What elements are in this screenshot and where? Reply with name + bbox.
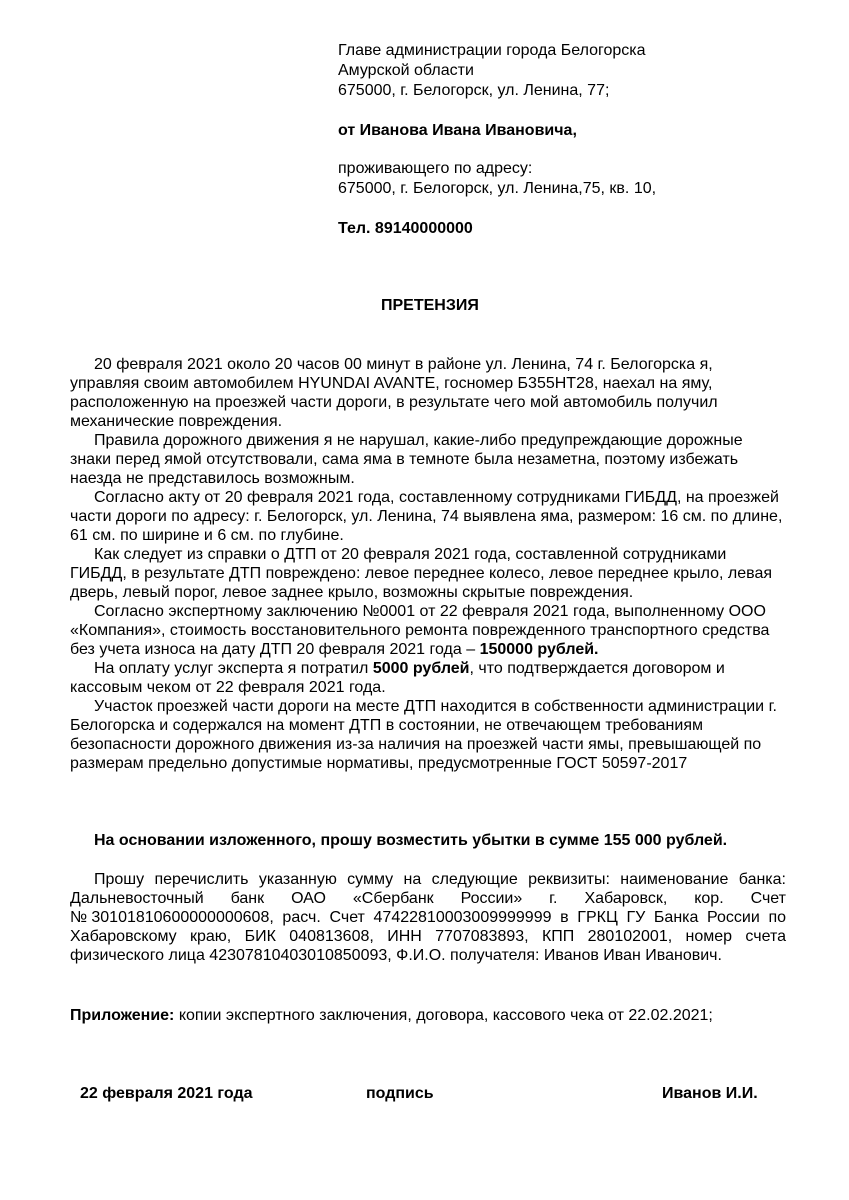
recipient-line-2: Амурской области [338, 62, 474, 79]
sender-residing-label: проживающего по адресу: [338, 160, 533, 177]
expert-text: Согласно экспертному заключению №0001 от 22 февраля 2021 года, выполненному ООО «Компания», стоимость восстановительного ремонта поврежденного транспортного средства без учета износа на дату ДТП 20 февраля 2021 года – [70, 603, 770, 658]
paragraph-incident: 20 февраля 2021 около 20 часов 00 минут в районе ул. Ленина, 74 г. Белогорска я, управляя своим автомобилем HYUNDAI AVANTE, госномер Б355НТ28, наехал на яму, расположенную на проезжей части дороги, в результате чего мой автомобиль получил механические повреждения. [70, 356, 718, 430]
document-title: ПРЕТЕНЗИЯ [381, 297, 479, 314]
attachment-text: копии экспертного заключения, договора, кассового чека от 22.02.2021; [174, 1007, 713, 1024]
bank-requisites [70, 870, 786, 965]
signature-date: 22 февраля 2021 года [80, 1085, 253, 1102]
sender-address: 675000, г. Белогорск, ул. Ленина,75, кв. 10, [338, 180, 657, 197]
paragraph-act: Согласно акту от 20 февраля 2021 года, составленному сотрудниками ГИБДД, на проезжей части дороги по адресу: г. Белогорск, ул. Ленина, 74 выявлена яма, размером: 16 см. по длине, 61 см. по ширине и 6 см. по глубине. [70, 489, 783, 544]
demand-text: На основании изложенного, прошу возместить убытки в сумме 155 000 рублей. [94, 832, 728, 849]
attachment-label: Приложение: [70, 1007, 175, 1024]
expert-fee-text-2: , что подтверждается договором и кассовым чеком от 22 февраля 2021 года. [70, 660, 725, 696]
attachment-line [70, 1006, 713, 1025]
paragraph-certificate: Как следует из справки о ДТП от 20 февраля 2021 года, составленной сотрудниками ГИБДД, в результате ДТП повреждено: левое переднее колесо, левое переднее крыло, левая дверь, левый порог, левое заднее крыло, возможны скрытые повреждения. [70, 546, 773, 601]
paragraph-expert-conclusion [70, 602, 786, 659]
paragraph-road-ownership: Участок проезжей части дороги на месте ДТП находится в собственности администрации г. Белогорска и содержался на момент ДТП в состоянии, не отвечающем требованиям безопасности дорожного движения из-за наличия на проезжей части ямы, превышающей по размерам предельно допустимые нормативы, предусмотренные ГОСТ 50597-2017 [70, 698, 777, 772]
sender-phone: Тел. 89140000000 [338, 220, 473, 237]
recipient-line-1: Главе администрации города Белогорска [338, 42, 646, 59]
signature-label: подпись [366, 1085, 434, 1102]
demand-statement [70, 831, 786, 850]
expert-fee-text: На оплату услуг эксперта я потратил [94, 660, 373, 677]
signature-name: Иванов И.И. [662, 1085, 758, 1102]
requisites-text: Прошу перечислить указанную сумму на следующие реквизиты: наименование банка: Дальневосточный банк ОАО «Сбербанк России» г. Хабаровск, кор. Счет №30101810600000000608, расч. Счет 47422810003009999999 в ГРКЦ ГУ Банка России по Хабаровскому краю, БИК 040813608, ИНН 7707083893, КПП 280102001, номер счета физического лица 42307810403010850093, Ф.И.О. получателя: Иванов Иван Иванович. [70, 871, 786, 964]
recipient-line-3: 675000, г. Белогорск, ул. Ленина, 77; [338, 82, 610, 99]
sender-name: от Иванова Ивана Ивановича, [338, 122, 577, 139]
expert-fee-amount: 5000 рублей [372, 660, 470, 677]
claim-body [70, 355, 786, 773]
repair-cost: 150000 рублей. [479, 641, 599, 658]
paragraph-expert-fee [70, 659, 786, 697]
paragraph-no-violation: Правила дорожного движения я не нарушал, какие-либо предупреждающие дорожные знаки перед ямой отсутствовали, сама яма в темноте была незаметна, поэтому избежать наезда не представилось возможным. [70, 432, 743, 487]
